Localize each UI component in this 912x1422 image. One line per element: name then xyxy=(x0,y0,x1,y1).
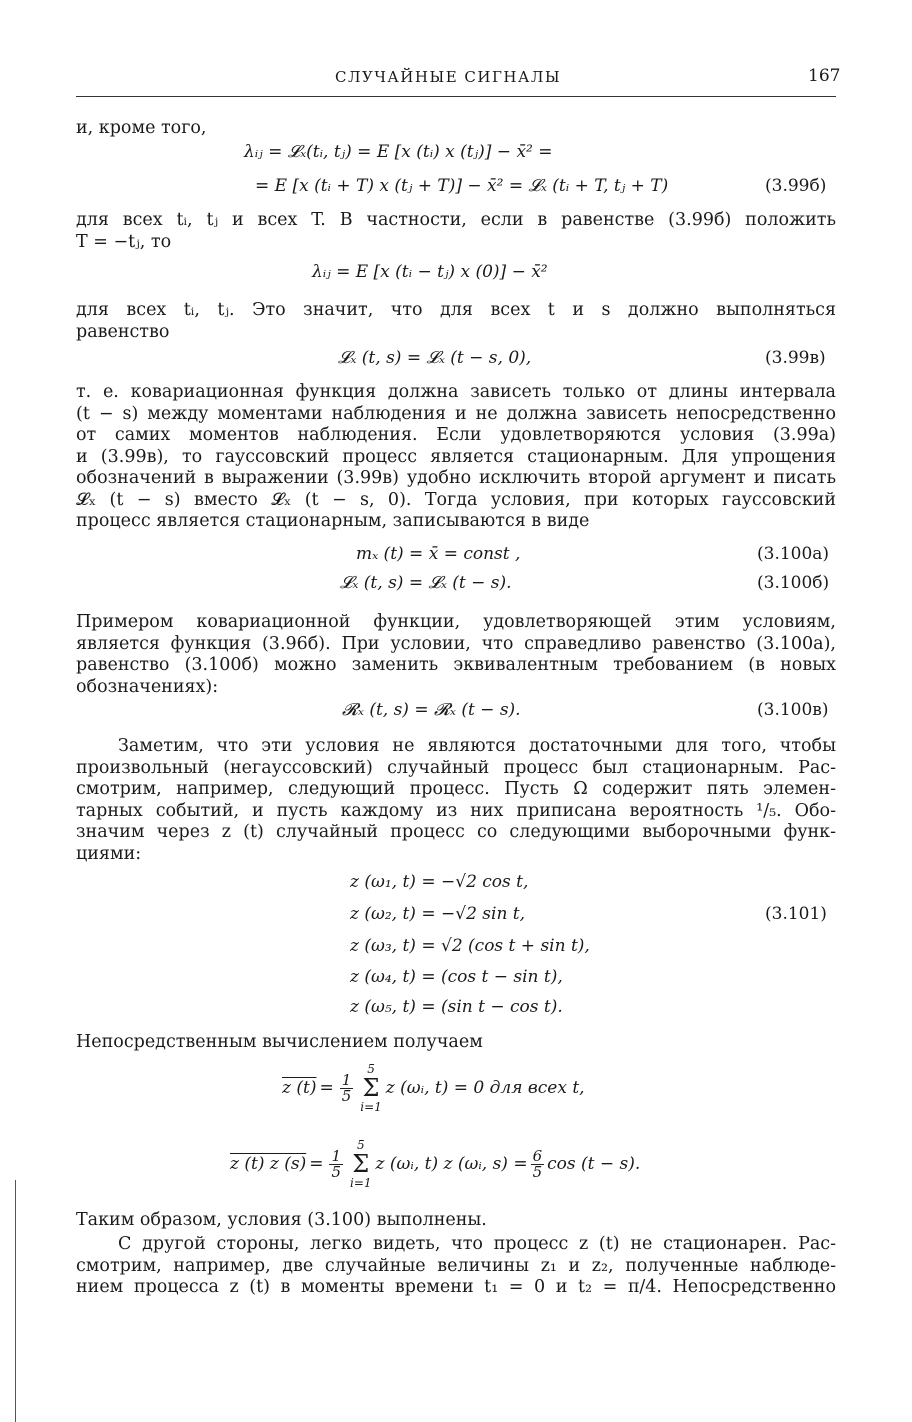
equation-line: = E [x (tᵢ + T) x (tⱼ + T)] − x̄² = 𝓛ₓ (tᵢ + T, tⱼ + T) xyxy=(255,176,669,196)
equation-line: mₓ (t) = x̄ = const , xyxy=(356,544,521,564)
text-line: смотрим, например, следующий процесс. Пусть Ω содержит пять элемен- xyxy=(76,779,836,799)
equation-rhs: cos (t − s). xyxy=(547,1154,641,1174)
equation-number: (3.100б) xyxy=(757,573,830,593)
text-line: от самих моментов наблюдения. Если удовлетворяются условия (3.99а) xyxy=(76,425,836,445)
sigma-symbol: Σ xyxy=(362,1074,380,1102)
equation-lhs: z (t) z (s) xyxy=(230,1154,307,1174)
paragraph xyxy=(76,1234,836,1299)
equation-line: z (ω₄, t) = (cos t − sin t), xyxy=(350,967,563,987)
paragraph xyxy=(76,300,836,343)
text-line: для всех tᵢ, tⱼ и всех T. В частности, если в равенстве (3.99б) положить xyxy=(76,210,836,230)
equation-line: λᵢⱼ = 𝓛ₓ(tᵢ, tⱼ) = E [x (tᵢ) x (tⱼ)] − x̄² = xyxy=(244,142,553,162)
text-line: для всех tᵢ, tⱼ. Это значит, что для всех t и s должно выполняться xyxy=(76,300,836,320)
sum-lower-limit: i=1 xyxy=(350,1176,372,1190)
equation-line: 𝓡ₓ (t, s) = 𝓡ₓ (t − s). xyxy=(342,700,521,720)
equation-mean xyxy=(282,1062,585,1114)
equals-sign: = xyxy=(309,1154,324,1174)
paragraph xyxy=(76,612,836,698)
sum-upper-limit: 5 xyxy=(356,1138,365,1152)
text-line: является функция (3.96б). При условии, что справедливо равенство (3.100а), xyxy=(76,633,836,654)
running-header-title: СЛУЧАЙНЫЕ СИГНАЛЫ xyxy=(335,68,562,86)
fraction xyxy=(329,1146,343,1181)
sum-lower-limit: i=1 xyxy=(360,1100,382,1114)
equation-line: 𝓛ₓ (t, s) = 𝓛ₓ (t − s). xyxy=(340,573,512,593)
header-divider xyxy=(76,96,836,97)
equation-number: (3.100а) xyxy=(757,544,830,564)
fraction-numerator: 1 xyxy=(331,1146,342,1165)
paragraph xyxy=(76,210,836,253)
paragraph-intro xyxy=(76,118,836,140)
text-line: значим через z (t) случайный процесс со следующими выборочными функ- xyxy=(76,822,836,842)
paragraph xyxy=(76,382,836,533)
equation-line: z (ω₅, t) = (sin t − cos t). xyxy=(350,997,563,1017)
text-line: обозначениях): xyxy=(76,676,219,697)
text-line: смотрим, например, две случайные величины z₁ и z₂, полученные наблюде- xyxy=(76,1255,836,1276)
equation-rhs: z (ωᵢ, t) = 0 для всех t, xyxy=(385,1078,585,1098)
equation-number: (3.99б) xyxy=(765,176,827,196)
text-line: произвольный (негауссовский) случайный процесс был стационарным. Рас- xyxy=(76,757,836,778)
paragraph xyxy=(76,736,836,865)
fraction-numerator: 6 xyxy=(532,1146,543,1165)
fraction-numerator: 1 xyxy=(341,1070,352,1089)
text-line: T = −tⱼ, то xyxy=(76,231,172,252)
scan-margin-line xyxy=(15,1180,16,1422)
summation xyxy=(360,1062,382,1114)
equation-line: z (ω₂, t) = −√2 sin t, xyxy=(350,904,526,924)
equation-line: z (ω₁, t) = −√2 cos t, xyxy=(350,872,529,892)
text-line: циями: xyxy=(76,843,142,864)
equation-line: 𝓛ₓ (t, s) = 𝓛ₓ (t − s, 0), xyxy=(338,348,532,368)
text-line: Таким образом, условия (3.100) выполнены. xyxy=(76,1210,487,1230)
equation-number: (3.99в) xyxy=(765,348,826,368)
text-line: процесс является стационарным, записываются в виде xyxy=(76,511,590,531)
equation-middle: z (ωᵢ, t) z (ωᵢ, s) = xyxy=(375,1154,528,1174)
equation-line: λᵢⱼ = E [x (tᵢ − tⱼ) x (0)] − x̄² xyxy=(312,262,548,282)
text-line: и (3.99в), то гауссовский процесс является стационарным. Для упрощения xyxy=(76,446,836,467)
text-line: Примером ковариационной функции, удовлетворяющей этим условиям, xyxy=(76,612,836,632)
text-line: равенство (3.100б) можно заменить эквивалентным требованием (в новых xyxy=(76,655,836,675)
text-line: С другой стороны, легко видеть, что процесс z (t) не стационарен. Рас- xyxy=(118,1234,836,1254)
text-line: т. е. ковариационная функция должна зависеть только от длины интервала xyxy=(76,382,836,402)
summation xyxy=(350,1138,372,1190)
equation-lhs: z (t) xyxy=(282,1078,317,1098)
text-line: равенство xyxy=(76,321,170,342)
equals-sign: = xyxy=(319,1078,334,1098)
fraction-denominator: 5 xyxy=(532,1162,543,1181)
equation-correlation xyxy=(230,1138,640,1190)
text-line: и, кроме того, xyxy=(76,118,207,138)
paragraph xyxy=(76,1032,836,1054)
sigma-symbol: Σ xyxy=(352,1150,370,1178)
equation-number: (3.101) xyxy=(765,904,827,924)
text-line: обозначений в выражении (3.99в) удобно исключить второй аргумент и писать xyxy=(76,468,836,488)
equation-line: z (ω₃, t) = √2 (cos t + sin t), xyxy=(350,936,590,956)
sum-upper-limit: 5 xyxy=(367,1062,375,1076)
text-line: Заметим, что эти условия не являются достаточными для того, чтобы xyxy=(118,736,836,756)
fraction xyxy=(531,1146,545,1181)
text-line: 𝓛ₓ (t − s) вместо 𝓛ₓ (t − s, 0). Тогда условия, при которых гауссовский xyxy=(76,489,836,510)
fraction-denominator: 5 xyxy=(341,1086,352,1105)
text-line: нием процесса z (t) в моменты времени t₁ = 0 и t₂ = π/4. Непосредственно xyxy=(76,1277,836,1297)
page-number: 167 xyxy=(808,66,841,86)
fraction xyxy=(340,1070,354,1105)
paragraph xyxy=(76,1210,836,1232)
fraction-denominator: 5 xyxy=(331,1162,342,1181)
equation-number: (3.100в) xyxy=(757,700,829,720)
text-line: (t − s) между моментами наблюдения и не должна зависеть непосредственно xyxy=(76,403,836,424)
text-line: тарных событий, и пусть каждому из них приписана вероятность ¹/₅. Обо- xyxy=(76,800,836,821)
text-line: Непосредственным вычислением получаем xyxy=(76,1032,483,1052)
